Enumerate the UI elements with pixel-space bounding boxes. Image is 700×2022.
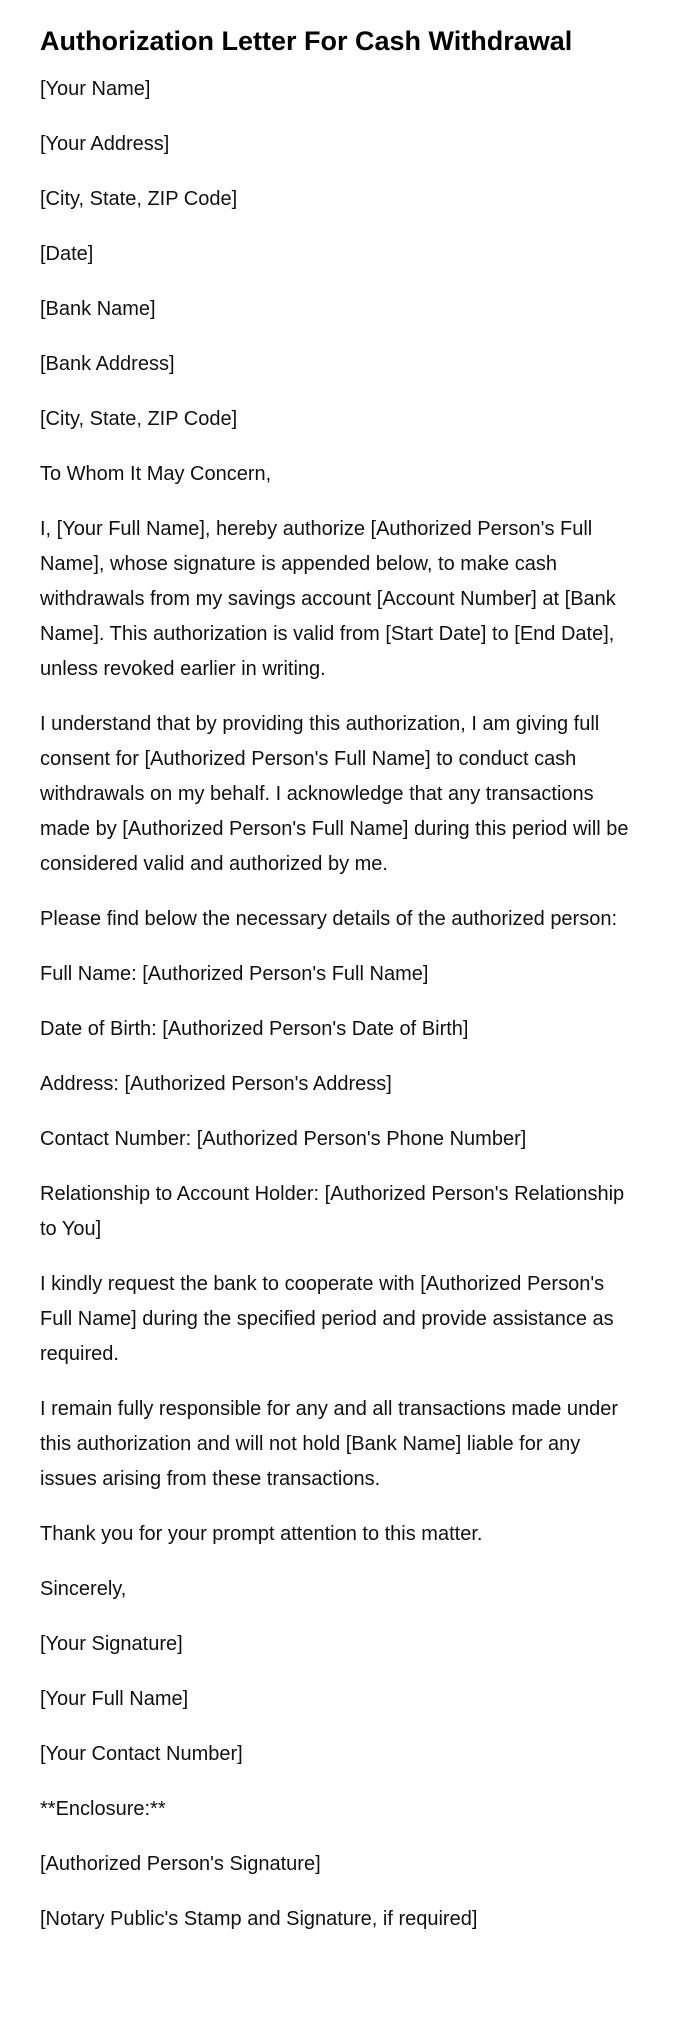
signature-placeholder: [Your Signature] [40,1633,183,1655]
enclosure-authorized-signature: [Authorized Person's Signature] [40,1853,321,1875]
detail-contact-number: Contact Number: [Authorized Person's Phone Number] [40,1128,527,1150]
letter-title: Authorization Letter For Cash Withdrawal [40,26,573,56]
cooperation-request: I kindly request the bank to cooperate with [Authorized Person's Full Name] during the specified period and provide assistance as required. [40,1273,614,1365]
detail-relationship: Relationship to Account Holder: [Authorized Person's Relationship to You] [40,1183,625,1240]
detail-date-of-birth: Date of Birth: [Authorized Person's Date of Birth] [40,1018,469,1040]
responsibility-statement: I remain fully responsible for any and all transactions made under this authorization and will not hold [Bank Name] liable for any issues arising from these transactions. [40,1398,619,1490]
sender-address: [Your Address] [40,133,170,155]
bank-city-state-zip: [City, State, ZIP Code] [40,408,238,430]
details-intro: Please find below the necessary details of the authorized person: [40,908,618,930]
sender-city-state-zip: [City, State, ZIP Code] [40,188,238,210]
letter-date: [Date] [40,243,94,265]
signer-contact-number: [Your Contact Number] [40,1743,243,1765]
sender-name: [Your Name] [40,78,151,100]
salutation: To Whom It May Concern, [40,463,272,485]
bank-name: [Bank Name] [40,298,156,320]
closing: Sincerely, [40,1578,127,1600]
bank-address: [Bank Address] [40,353,175,375]
enclosure-heading: **Enclosure:** [40,1798,166,1820]
authorization-paragraph: I, [Your Full Name], hereby authorize [Authorized Person's Full Name], whose signature is appended below, to make cash withdrawals from my savings account [Account Number] at [Bank Name]. This authorization is valid from [Start Date] to [End Date], unless revoked earlier in writing. [40,518,616,680]
enclosure-notary-stamp: [Notary Public's Stamp and Signature, if required] [40,1908,478,1930]
detail-address: Address: [Authorized Person's Address] [40,1073,392,1095]
thank-you-line: Thank you for your prompt attention to this matter. [40,1523,483,1545]
detail-full-name: Full Name: [Authorized Person's Full Name] [40,963,429,985]
signer-full-name: [Your Full Name] [40,1688,189,1710]
consent-paragraph: I understand that by providing this authorization, I am giving full consent for [Authorized Person's Full Name] to conduct cash withdrawals on my behalf. I acknowledge that any transactions made by [Authorized Person's Full Name] during this period will be considered valid and authorized by me. [40,713,629,875]
